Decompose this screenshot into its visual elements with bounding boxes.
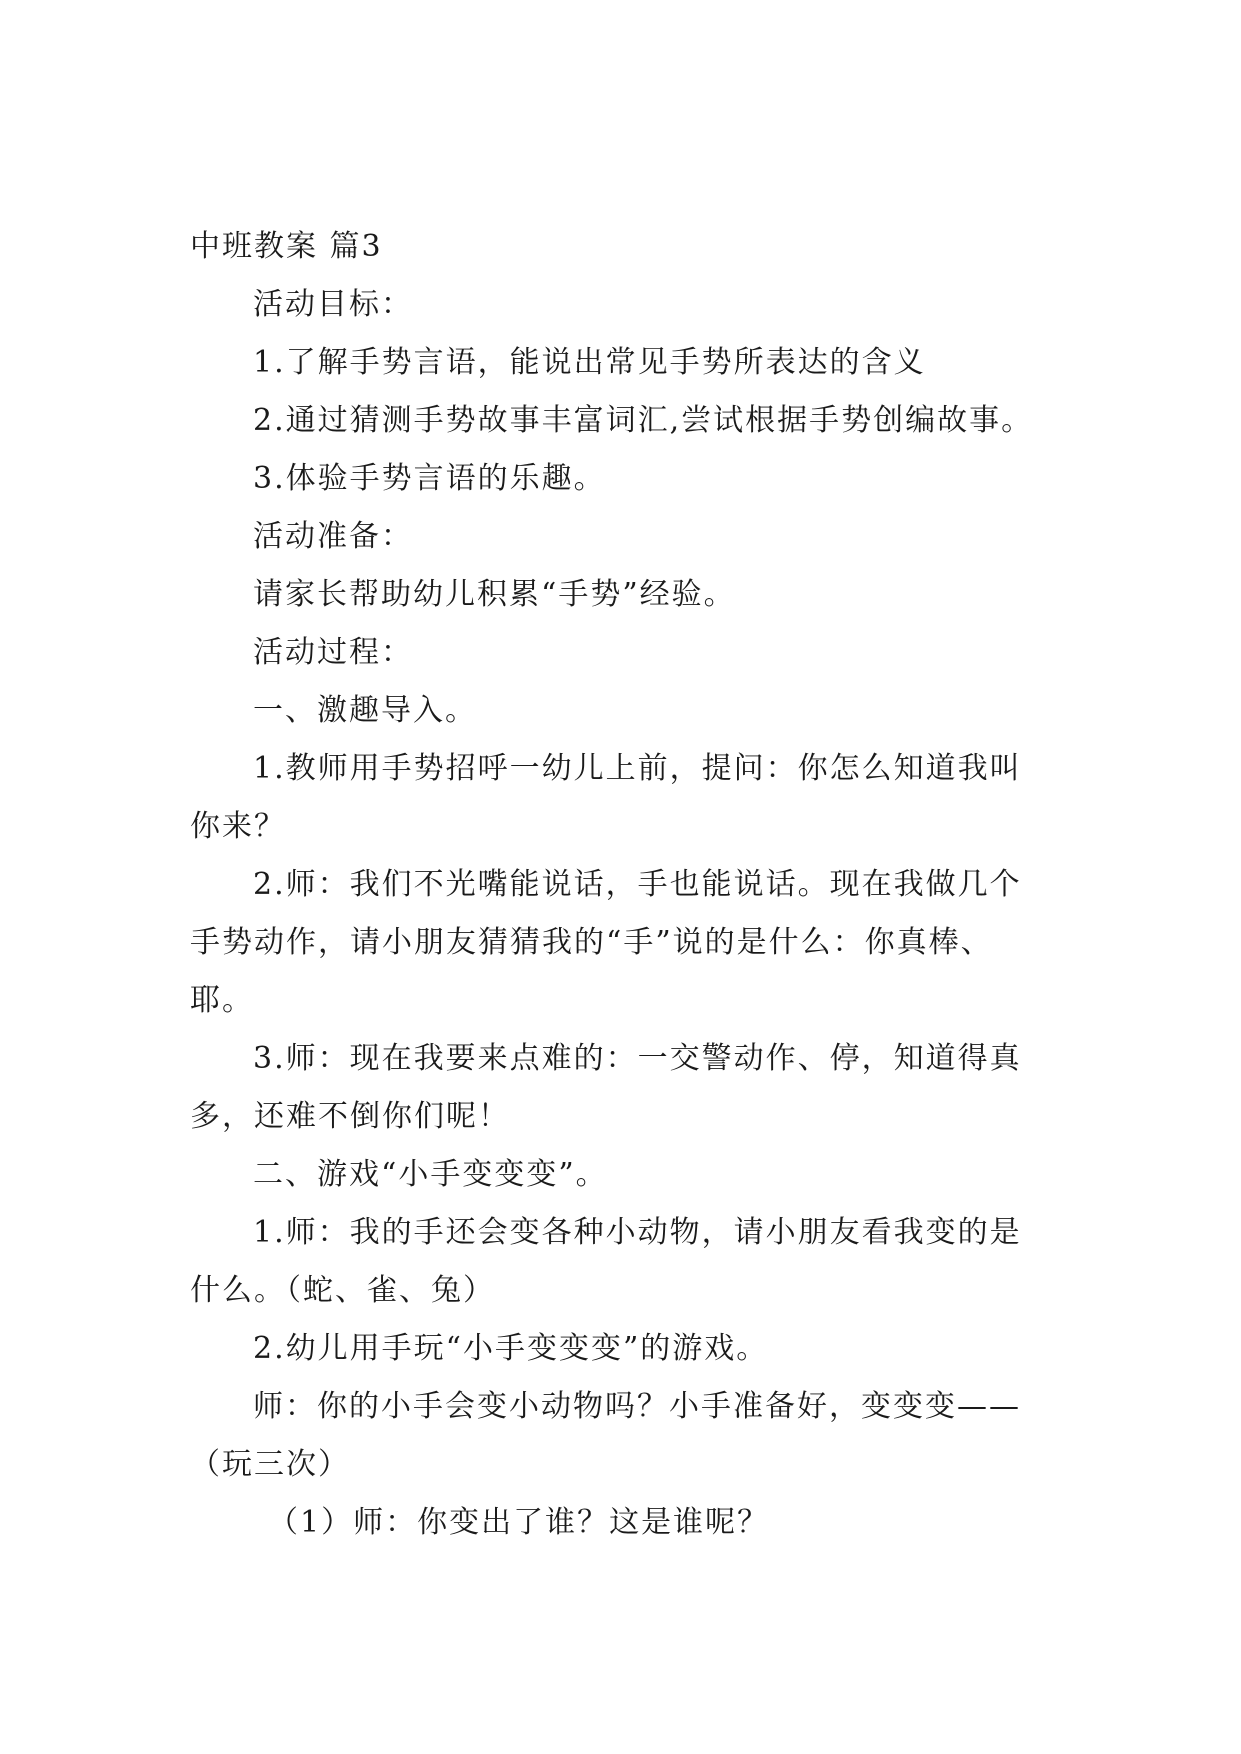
goal-item-1: 1.了解手势言语，能说出常见手势所表达的含义 xyxy=(253,345,926,380)
paragraph-line: 1.师：我的手还会变各种小动物，请小朋友看我变的是 xyxy=(253,1215,1022,1250)
paragraph-line: （1）师：你变出了谁？这是谁呢？ xyxy=(268,1505,770,1540)
paragraph-line: 2.师：我们不光嘴能说话，手也能说话。现在我做几个 xyxy=(253,867,1022,902)
prep-text: 请家长帮助幼儿积累“手势”经验。 xyxy=(253,577,736,612)
paragraph-line: 3.师：现在我要来点难的：一交警动作、停，知道得真 xyxy=(253,1041,1022,1076)
goal-item-3: 3.体验手势言语的乐趣。 xyxy=(253,461,606,496)
paragraph-line: 2.幼儿用手玩“小手变变变”的游戏。 xyxy=(253,1331,769,1366)
document-heading: 中班教案 篇3 xyxy=(190,229,383,264)
paragraph-line: 什么。（蛇、雀、兔） xyxy=(190,1273,495,1308)
section-activity-prep: 活动准备： xyxy=(253,519,413,554)
document-page xyxy=(190,218,1060,1552)
paragraph-line: 多，还难不倒你们呢！ xyxy=(190,1099,510,1134)
paragraph-line: 手势动作，请小朋友猜猜我的“手”说的是什么：你真棒、 xyxy=(190,925,993,960)
paragraph-line: 你来？ xyxy=(190,809,286,844)
step-heading-2: 二、游戏“小手变变变”。 xyxy=(253,1157,608,1192)
paragraph-line: （玩三次） xyxy=(190,1447,350,1482)
step-heading-1: 一、激趣导入。 xyxy=(253,693,477,728)
goal-item-2: 2.通过猜测手势故事丰富词汇,尝试根据手势创编故事。 xyxy=(253,403,1034,438)
section-activity-goals: 活动目标： xyxy=(253,287,413,322)
section-activity-process: 活动过程： xyxy=(253,635,413,670)
paragraph-line: 耶。 xyxy=(190,983,254,1018)
paragraph-line: 1.教师用手势招呼一幼儿上前，提问：你怎么知道我叫 xyxy=(253,751,1022,786)
paragraph-line: 师：你的小手会变小动物吗？小手准备好，变变变—— xyxy=(253,1389,1021,1424)
